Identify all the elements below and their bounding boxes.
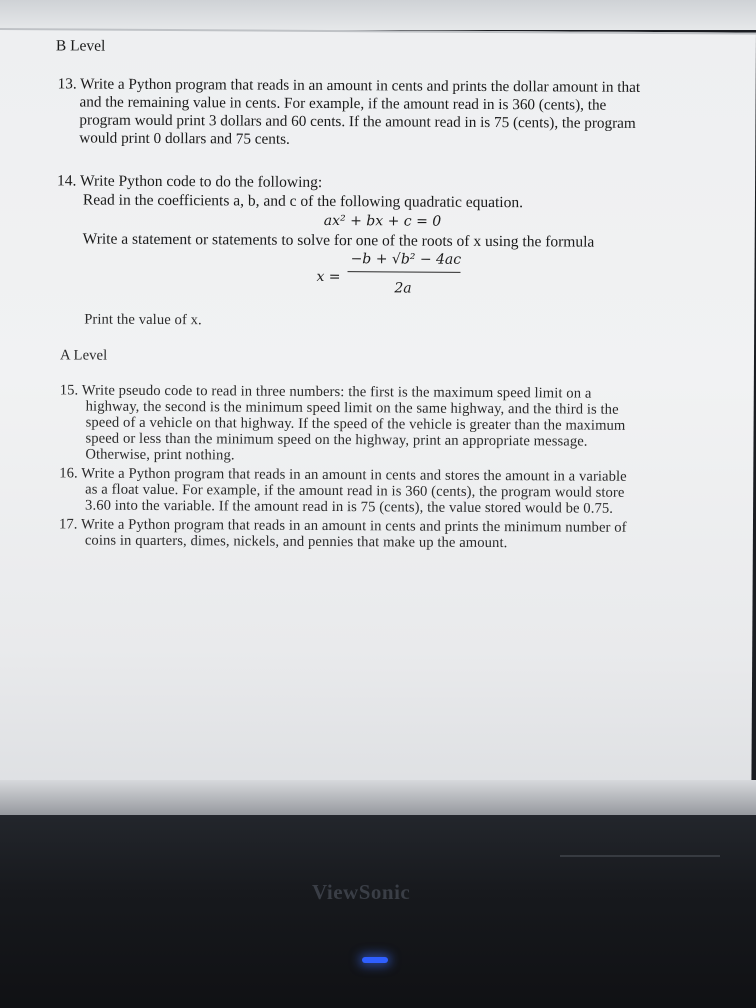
power-led-icon: [362, 957, 388, 963]
q16-line-2: as a float value. For example, if the amount read in is 360 (cents), the program would store: [85, 481, 625, 501]
q15-line-4: speed or less than the minimum speed on the highway, print an appropriate message.: [85, 430, 588, 450]
heading-a-level: A Level: [59, 347, 108, 364]
monitor-bottom-bezel: [0, 815, 756, 1008]
q16-line-3: 3.60 into the variable. If the amount read in is 75 (cents), the value stored would be 0.75.: [85, 497, 614, 517]
q15-line-1: 15. Write pseudo code to read in three numbers: the first is the maximum speed limit on a: [59, 382, 592, 402]
monitor-top-bezel: [0, 0, 756, 30]
q15-line-5: Otherwise, print nothing.: [85, 446, 235, 464]
q17-line-2: coins in quarters, dimes, nickels, and pennies that make up the amount.: [84, 532, 508, 552]
monitor-screen: [0, 28, 756, 808]
quadratic-equation: ax² + bx + c = 0: [323, 212, 442, 230]
q14-print-line: Print the value of x.: [84, 311, 202, 329]
q14-line-3: Write a statement or statements to solve for one of the roots of x using the formula: [82, 230, 595, 251]
q15-line-2: highway, the second is the minimum speed limit on the same highway, and the third is the: [85, 398, 619, 418]
screen-bottom-edge: [0, 780, 756, 820]
q17-line-1: 17. Write a Python program that reads in an amount in cents and prints the minimum number of: [58, 516, 627, 536]
formula-numerator: −b + √b² − 4ac: [350, 251, 462, 268]
monitor-brand-logo: ViewSonic: [312, 880, 411, 904]
formula-lhs: x =: [316, 268, 341, 286]
q13-line-3: program would print 3 dollars and 60 cents. If the amount read in is 75 (cents), the program: [79, 111, 636, 132]
q13-line-2: and the remaining value in cents. For example, if the amount read in is 360 (cents), the: [79, 93, 607, 114]
fraction-bar: [348, 271, 461, 273]
q15-line-3: speed of a vehicle on that highway. If the speed of the vehicle is greater than the maximum: [85, 414, 626, 434]
q16-line-1: 16. Write a Python program that reads in an amount in cents and stores the amount in a variable: [59, 465, 627, 485]
q14-line-2: Read in the coefficients a, b, and c of the following quadratic equation.: [82, 191, 524, 212]
q14-line-1: 14. Write Python code to do the following:: [57, 172, 323, 191]
q13-line-1: 13. Write a Python program that reads in an amount in cents and prints the dollar amount in that: [57, 75, 641, 96]
formula-denominator: 2a: [394, 280, 412, 297]
heading-b-level: B Level: [55, 37, 106, 55]
q13-line-4: would print 0 dollars and 75 cents.: [79, 129, 290, 148]
bezel-reflection: [560, 855, 720, 857]
